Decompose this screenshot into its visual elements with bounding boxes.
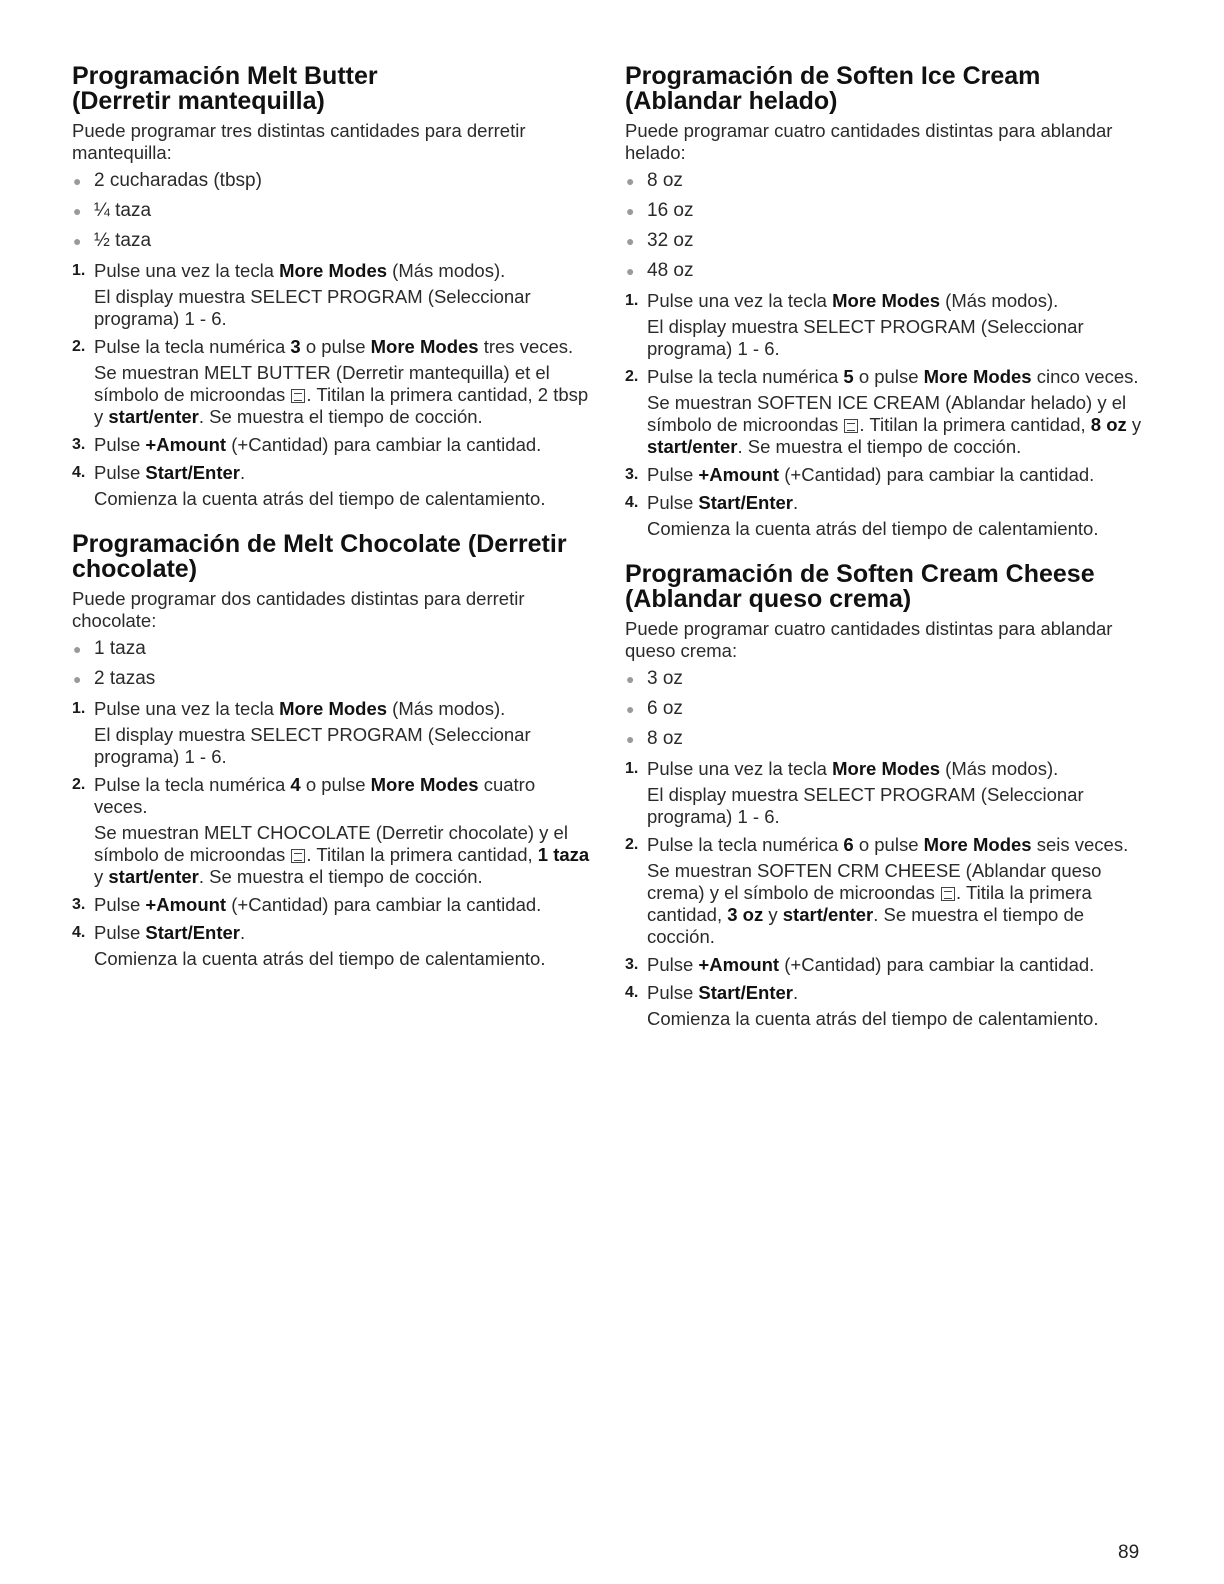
- section-title: Programación de Soften Cream Cheese (Ablandar queso crema): [625, 560, 1095, 613]
- bullet-icon: ●: [626, 701, 635, 717]
- step-item: 4. Pulse Start/Enter. Comienza la cuenta atrás del tiempo de calentamiento.: [72, 922, 592, 970]
- step-result: El display muestra SELECT PROGRAM (Seleccionar programa) 1 - 6.: [647, 316, 1084, 359]
- steps-list: [72, 698, 592, 970]
- bullet-icon: ●: [73, 233, 82, 249]
- bullet-icon: ●: [626, 263, 635, 279]
- step-item: 4. Pulse Start/Enter. Comienza la cuenta atrás del tiempo de calentamiento.: [625, 492, 1155, 540]
- section-title: Programación de Melt Chocolate (Derretir chocolate): [72, 530, 567, 583]
- list-item: ● 2 tazas: [73, 668, 156, 689]
- list-item: ● 8 oz: [626, 728, 683, 749]
- section-title: Programación Melt Butter (Derretir mantequilla): [72, 62, 378, 115]
- bullet-icon: ●: [73, 173, 82, 189]
- section-melt-chocolate: [72, 532, 592, 970]
- section-title: Programación de Soften Ice Cream (Ablandar helado): [625, 62, 1041, 115]
- step-result: Comienza la cuenta atrás del tiempo de calentamiento.: [94, 488, 546, 509]
- section-intro: Puede programar dos cantidades distintas para derretir chocolate:: [72, 588, 525, 631]
- quantity-list: [625, 668, 1155, 750]
- bullet-icon: ●: [626, 173, 635, 189]
- step-item: 2. Pulse la tecla numérica 5 o pulse More Modes cinco veces. Se muestran SOFTEN ICE CREAM (Ablandar helado) y el símbolo de microondas . Titilan la primera cantidad, 8 oz y start/enter. Se muestra el tiempo de cocción.: [625, 366, 1155, 458]
- steps-list: [625, 758, 1155, 1030]
- step-item: 4. Pulse Start/Enter. Comienza la cuenta atrás del tiempo de calentamiento.: [72, 462, 592, 510]
- step-result: El display muestra SELECT PROGRAM (Seleccionar programa) 1 - 6.: [94, 286, 531, 329]
- steps-list: [625, 290, 1155, 540]
- section-melt-butter: [72, 64, 592, 510]
- step-item: 4. Pulse Start/Enter. Comienza la cuenta atrás del tiempo de calentamiento.: [625, 982, 1155, 1030]
- step-item: 3. Pulse +Amount (+Cantidad) para cambiar la cantidad.: [625, 464, 1095, 485]
- section-soften-ice-cream: [625, 64, 1155, 540]
- step-item: 1. Pulse una vez la tecla More Modes (Más modos). El display muestra SELECT PROGRAM (Seleccionar programa) 1 - 6.: [72, 698, 592, 768]
- bullet-icon: ●: [73, 671, 82, 687]
- step-result: El display muestra SELECT PROGRAM (Seleccionar programa) 1 - 6.: [94, 724, 531, 767]
- list-item: ● 16 oz: [626, 200, 694, 221]
- right-column: [625, 64, 1155, 1036]
- step-result: Se muestran SOFTEN CRM CHEESE (Ablandar queso crema) y el símbolo de microondas . Titila la primera cantidad, 3 oz y start/enter. Se muestra el tiempo de cocción.: [647, 860, 1102, 947]
- microwave-icon: [291, 389, 305, 403]
- step-item: 2. Pulse la tecla numérica 6 o pulse More Modes seis veces. Se muestran SOFTEN CRM CHEESE (Ablandar queso crema) y el símbolo de microondas . Titila la primera cantidad, 3 oz y start/enter. Se muestra el tiempo de cocción.: [625, 834, 1155, 948]
- quantity-list: [72, 638, 592, 690]
- section-intro: Puede programar cuatro cantidades distintas para ablandar queso crema:: [625, 618, 1113, 661]
- step-result: Se muestran MELT CHOCOLATE (Derretir chocolate) y el símbolo de microondas . Titilan la primera cantidad, 1 taza y start/enter. Se muestra el tiempo de cocción.: [94, 822, 590, 887]
- step-item: 1. Pulse una vez la tecla More Modes (Más modos). El display muestra SELECT PROGRAM (Seleccionar programa) 1 - 6.: [625, 758, 1155, 828]
- step-result: Comienza la cuenta atrás del tiempo de calentamiento.: [647, 518, 1099, 539]
- bullet-icon: ●: [626, 671, 635, 687]
- step-item: 3. Pulse +Amount (+Cantidad) para cambiar la cantidad.: [72, 894, 542, 915]
- step-item: 2. Pulse la tecla numérica 3 o pulse More Modes tres veces. Se muestran MELT BUTTER (Derretir mantequilla) et el símbolo de microondas . Titilan la primera cantidad, 2 tbsp y start/enter. Se muestra el tiempo de cocción.: [72, 336, 592, 428]
- quantity-list: [625, 170, 1155, 282]
- bullet-icon: ●: [626, 233, 635, 249]
- bullet-icon: ●: [626, 203, 635, 219]
- microwave-icon: [291, 849, 305, 863]
- steps-list: [72, 260, 592, 510]
- step-item: 1. Pulse una vez la tecla More Modes (Más modos). El display muestra SELECT PROGRAM (Seleccionar programa) 1 - 6.: [625, 290, 1155, 360]
- step-result: Comienza la cuenta atrás del tiempo de calentamiento.: [647, 1008, 1099, 1029]
- list-item: ● 2 cucharadas (tbsp): [73, 170, 262, 191]
- step-result: Se muestran MELT BUTTER (Derretir mantequilla) et el símbolo de microondas . Titilan la primera cantidad, 2 tbsp y start/enter. Se muestra el tiempo de cocción.: [94, 362, 589, 427]
- step-result: Comienza la cuenta atrás del tiempo de calentamiento.: [94, 948, 546, 969]
- microwave-icon: [844, 419, 858, 433]
- step-result: El display muestra SELECT PROGRAM (Seleccionar programa) 1 - 6.: [647, 784, 1084, 827]
- list-item: ● 48 oz: [626, 260, 694, 281]
- list-item: ● ¼ taza: [73, 200, 152, 221]
- page-number: 89: [1118, 1542, 1140, 1563]
- list-item: ● ½ taza: [73, 230, 152, 251]
- step-item: 3. Pulse +Amount (+Cantidad) para cambiar la cantidad.: [72, 434, 542, 455]
- list-item: ● 3 oz: [626, 668, 683, 689]
- list-item: ● 6 oz: [626, 698, 683, 719]
- list-item: ● 8 oz: [626, 170, 683, 191]
- step-item: 3. Pulse +Amount (+Cantidad) para cambiar la cantidad.: [625, 954, 1095, 975]
- step-item: 2. Pulse la tecla numérica 4 o pulse More Modes cuatro veces. Se muestran MELT CHOCOLATE (Derretir chocolate) y el símbolo de microondas . Titilan la primera cantidad, 1 taza y start/enter. Se muestra el tiempo de cocción.: [72, 774, 592, 888]
- left-column: [72, 64, 592, 976]
- list-item: ● 1 taza: [73, 638, 146, 659]
- bullet-icon: ●: [73, 203, 82, 219]
- step-result: Se muestran SOFTEN ICE CREAM (Ablandar helado) y el símbolo de microondas . Titilan la primera cantidad, 8 oz y start/enter. Se muestra el tiempo de cocción.: [647, 392, 1142, 457]
- quantity-list: [72, 170, 592, 252]
- microwave-icon: [941, 887, 955, 901]
- section-intro: Puede programar cuatro cantidades distintas para ablandar helado:: [625, 120, 1113, 163]
- bullet-icon: ●: [73, 641, 82, 657]
- section-intro: Puede programar tres distintas cantidades para derretir mantequilla:: [72, 120, 526, 163]
- section-soften-cream-cheese: [625, 562, 1155, 1030]
- bullet-icon: ●: [626, 731, 635, 747]
- step-item: 1. Pulse una vez la tecla More Modes (Más modos). El display muestra SELECT PROGRAM (Seleccionar programa) 1 - 6.: [72, 260, 592, 330]
- list-item: ● 32 oz: [626, 230, 694, 251]
